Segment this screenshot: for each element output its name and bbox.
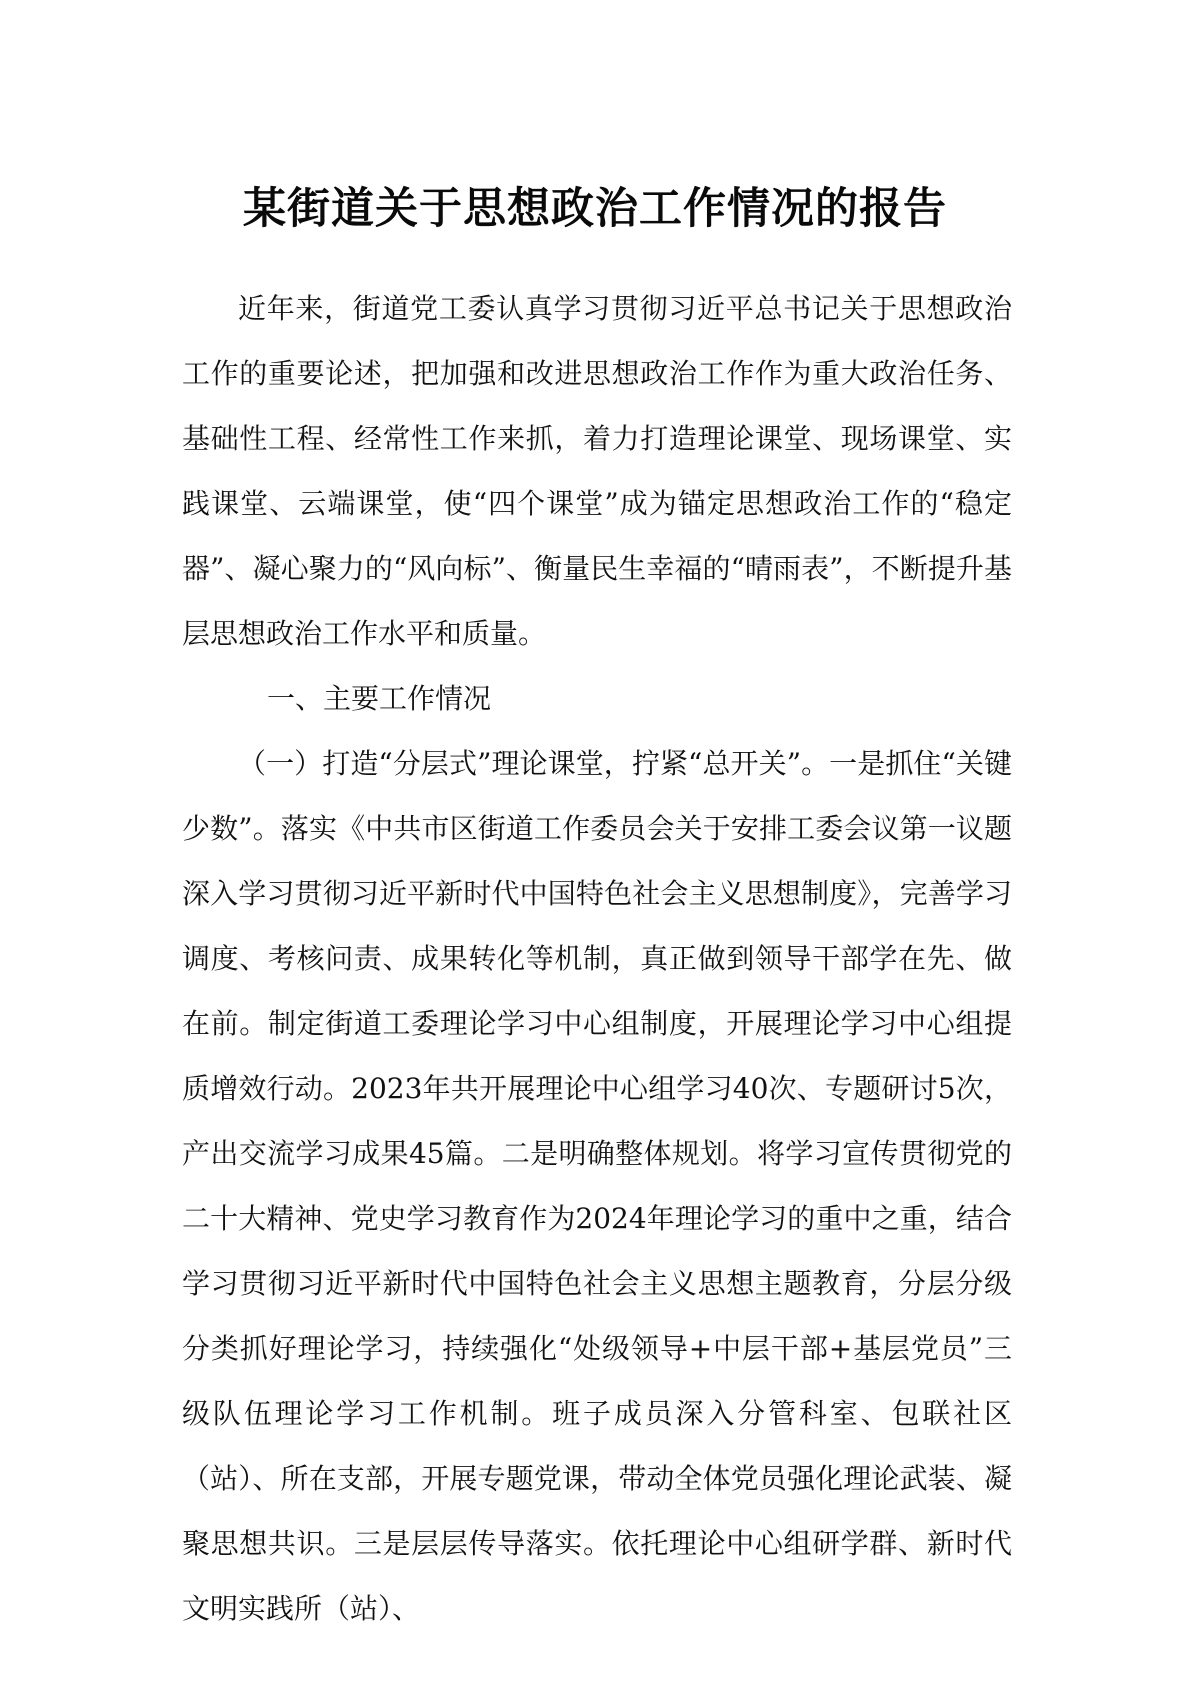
document-body bbox=[182, 276, 1012, 1641]
document-title: 某街道关于思想政治工作情况的报告 bbox=[243, 183, 947, 234]
intro-paragraph: 近年来，街道党工委认真学习贯彻习近平总书记关于思想政治工作的重要论述，把加强和改进思想政治工作作为重大政治任务、基础性工程、经常性工作来抓，着力打造理论课堂、现场课堂、实践课堂、云端课堂，使“四个课堂”成为锚定思想政治工作的“稳定器”、凝心聚力的“风向标”、衡量民生幸福的“晴雨表”，不断提升基层思想政治工作水平和质量。 bbox=[182, 292, 1012, 650]
section-heading: 一、主要工作情况 bbox=[267, 682, 492, 715]
section-paragraph: （一）打造“分层式”理论课堂，拧紧“总开关”。一是抓住“关键少数”。落实《中共市区街道工作委员会关于安排工委会议第一议题深入学习贯彻习近平新时代中国特色社会主义思想制度》，完善学习调度、考核问责、成果转化等机制，真正做到领导干部学在先、做在前。制定街道工委理论学习中心组制度，开展理论学习中心组提质增效行动。2023年共开展理论中心组学习40次、专题研讨5次，产出交流学习成果45篇。二是明确整体规划。将学习宣传贯彻党的二十大精神、党史学习教育作为2024年理论学习的重中之重，结合学习贯彻习近平新时代中国特色社会主义思想主题教育，分层分级分类抓好理论学习，持续强化“处级领导+中层干部+基层党员”三级队伍理论学习工作机制。班子成员深入分管科室、包联社区（站）、所在支部，开展专题党课，带动全体党员强化理论武装、凝聚思想共识。三是层层传导落实。依托理论中心组研学群、新时代文明实践所（站）、 bbox=[182, 747, 1012, 1625]
